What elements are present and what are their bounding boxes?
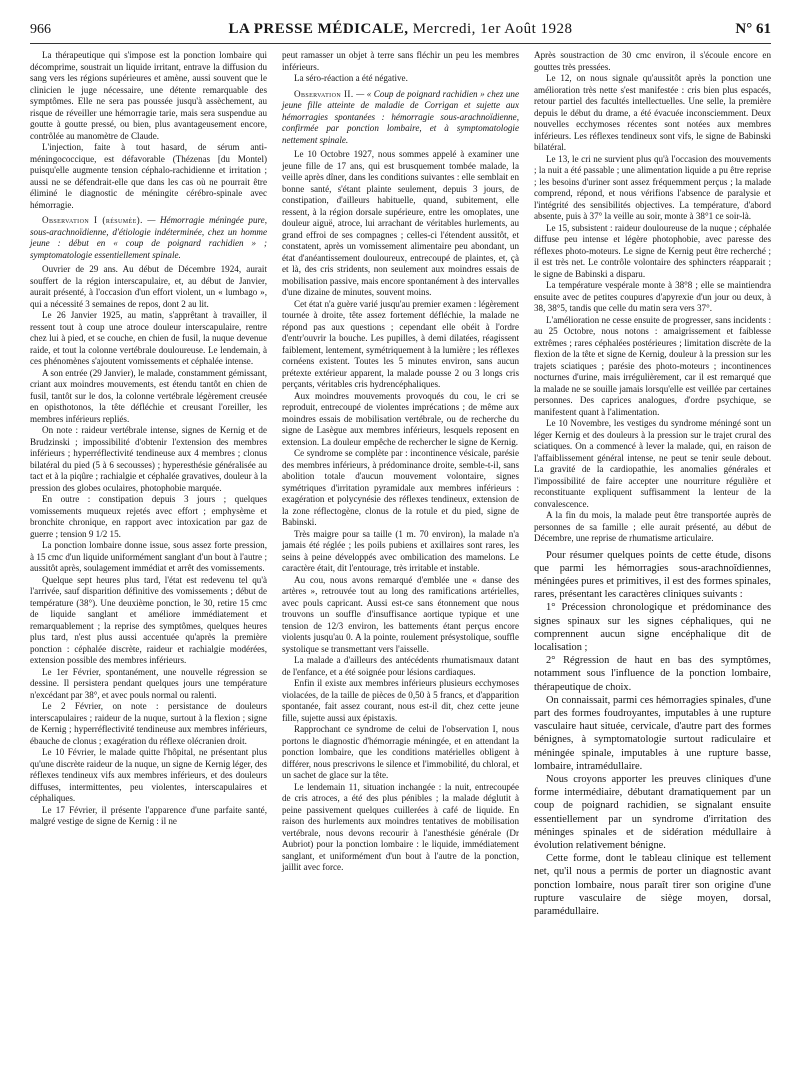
publication-name: LA PRESSE MÉDICALE, <box>228 21 409 37</box>
paragraph: Le 2 Février, on note : persistance de douleurs interscapulaires ; raideur de la nuque, surtout à la flexion ; signe de Kernig ; hyperréflectivité tendineuse aux membres inférieurs, ébauche de clonus ; exagération du réflexe olécranien droit. <box>30 701 267 746</box>
paragraph: L'injection, faite à tout hasard, de sérum anti-méningococcique, est défavorable (Thézenas [du Montel) puisqu'elle augmente tension céphalo-rachidienne et irritation ; aussi ne se défendrait-elle que dans les cas où ne pourrait être éliminé le diagnostic de méningite cérébro-spinale avec hémorragie. <box>30 142 267 210</box>
paragraph: Le 15, subsistent : raideur douloureuse de la nuque ; céphalée diffuse peu intense et légère photophobie, avec paresse des réflexes photo-moteurs. Le signe de Kernig peut être recherché ; il est très net. Le contrôle volontaire des sphincters réapparait ; le signe de Babinski a disparu. <box>534 222 771 279</box>
paragraph: La séro-réaction a été négative. <box>294 73 408 83</box>
paragraph: A la fin du mois, la malade peut être transportée auprès de personnes de sa famille ; elle aurait présenté, au début de Décembre, une reprise de rhumatisme articulaire. <box>534 510 771 543</box>
paragraph: Après soustraction de 30 cmc environ, il s'écoule encore en gouttes très pressées. <box>534 50 771 72</box>
page-number: 966 <box>30 22 51 37</box>
paragraph: La malade a d'ailleurs des antécédents rhumatismaux datant de l'enfance, et a été soignée pour lésions cardiaques. <box>282 655 519 677</box>
summary-paragraph: Cette forme, dont le tableau clinique est tellement net, qu'il nous a permis de porter un diagnostic avant ponction lombaire, nous paraît tirer son origine d'une rupture vasculaire de siège moyen, dorsal, paramédullaire. <box>534 853 771 917</box>
summary-paragraph: Pour résumer quelques points de cette étude, disons que parmi les hémorragies sous-arachnoïdiennes, méningées pures et primitives, il est des formes spinales, rares, présentant les caractères cliniques suivants : <box>534 549 771 601</box>
observation-heading <box>30 215 267 261</box>
column-middle <box>282 50 519 874</box>
summary-paragraph: On connaissait, parmi ces hémorragies spinales, d'une part des formes foudroyantes, imputables à une rupture vasculaire haut située, cervicale, d'autre part des formes bénignes, à symptomatologie surtout radiculaire et méningée spinale, imputables à une rupture basse, lombaire, intramédullaire. <box>534 694 771 772</box>
paragraph: peut ramasser un objet à terre sans fléchir un peu les membres inférieurs. <box>282 50 519 72</box>
paragraph: La ponction lombaire donne issue, sous assez forte pression, à 15 cmc d'un liquide uniformément sanglant d'un bout à l'autre ; aussitôt après, soulagement immédiat et arrêt des vomissements. <box>30 540 267 573</box>
summary-paragraph: Nous croyons apporter les preuves cliniques d'une forme intermédiaire, débutant dramatiquement par un coup de poignard rachidien, se signalant ensuite essentiellement par un syndrome d'irritation des méninges spinales et de sidération médullaire à évolution relativement bénigne. <box>534 773 771 851</box>
summary-paragraph: 1° Précession chronologique et prédominance des signes spinaux sur les signes céphaliques, qui ne comprennent aucun signe encéphalique dit de localisation ; <box>534 602 771 653</box>
paragraph: La thérapeutique qui s'impose est la ponction lombaire qui décomprime, soustrait un liquide irritant, entrave la diffusion du sang vers les régions supérieures et amène, aussi souvent que le clinicien le juge nécessaire, une détente remarquable des symptômes. Elle ne sera pas poussée jusqu'à assèchement, au risque de réveiller une hémorragie tarie, mais sera suspendue au goutte à goutte pressé, ou bien, plus avantageusement encore, contrôlée au manomètre de Claude. <box>30 50 267 141</box>
paragraph: Enfin il existe aux membres inférieurs plusieurs ecchymoses violacées, de la taille de pièces de 0,50 à 5 francs, et d'apparition spontanée, fait assez courant, nous est-il dit, chez cette jeune fille, sujette aussi aux épistaxis. <box>282 678 519 723</box>
paragraph: La température vespérale monte à 38°8 ; elle se maintiendra ensuite avec de petites coupures d'apyrexie d'un jour ou deux, à 38, 38°5, tandis que celle du matin sera vers 37°. <box>534 280 771 313</box>
observation-title: — Hémorragie méningée pure, sous-arachnoïdienne, d'étiologie indéterminée, chez un homme jeune : début en « coup de poignard rachidien » ; symptomatologie essentiellement spinale. <box>30 215 267 260</box>
paragraph: Le 26 Janvier 1925, au matin, s'apprêtant à travailler, il ressent tout à coup une atroce douleur interscapulaire, rentre chez lui à pied, et se couche, en chien de fusil, la nuque devenue raide, et tout la colonne vertébrale douloureuse. Le lendemain, à ces phénomènes s'ajoutent vomissements et céphalée intense. <box>30 310 267 366</box>
paragraph: Très maigre pour sa taille (1 m. 70 environ), la malade n'a jamais été réglée ; les poils pubiens et axillaires sont rares, les seins à peine développés avec ombilication des mamelons. Le caractère était, dit l'entourage, très irritable et instable. <box>282 528 519 573</box>
paragraph: Ouvrier de 29 ans. Au début de Décembre 1924, aurait souffert de la région interscapulaire, et, au début de Janvier, aurait présenté, à l'occasion d'un effort violent, un « lumbago », qui a nécessité 3 semaines de repos, dont 2 au lit. <box>30 264 267 309</box>
observation-title: — « Coup de poignard rachidien » chez une jeune fille atteinte de maladie de Corrigan et sujette aux hémorragies spontanées : hémorragie sous-arachnoïdienne, confirmée par ponction lombaire, et à symptomatologie nettement spinale. <box>282 88 519 145</box>
paragraph: Rapprochant ce syndrome de celui de l'observation I, nous portons le diagnostic d'hémorragie méningée, et en attendant la ponction lombaire, que les conditions matérielles obligent à différer, nous prescrivons le silence et l'immobilité, du chloral, et un sachet de glace sur la tête. <box>282 724 519 780</box>
paragraph: Le 1er Février, spontanément, une nouvelle régression se dessine. Il persistera pendant quelques jours une température n'excédant par 38°, et avec pouls normal ou ralenti. <box>30 666 267 700</box>
column-right <box>534 50 771 918</box>
paragraph: On note : raideur vertébrale intense, signes de Kernig et de Brudzinski ; impossibilité d'obtenir l'extension des membres inférieurs ; hyperréflectivité tendineuse aux 4 membres ; clonus bilatéral du pied (5 à 6 secousses) ; hyperesthésie généralisée au tact et à la piqûre ; rachialgie et céphalée gravatives, douleur à la pression des globes oculaires, photophobie marquée. <box>30 425 267 493</box>
header-rule <box>30 43 771 44</box>
paragraph: Le lendemain 11, situation inchangée : la nuit, entrecoupée de cris atroces, a été des plus pénibles ; la malade déglutit à peine passivement quelques cuillerées à café de liquide. En raison des hurlements aux moindres tentatives de mobilisation vertébrale, nous devons recourir à l'anesthésie générale (Dr Aubriot) pour la ponction lombaire : le liquide, immédiatement sanglant, et uniformément d'un bout à l'autre de la ponction, jaillit avec force. <box>282 781 519 872</box>
paragraph: Le 13, le cri ne survient plus qu'à l'occasion des mouvements ; la nuit a été passable ; une alimentation liquide a pu être reprise ; les besoins d'uriner sont assez fréquemment perçus ; la malade comprend, répond, et nous vérifions l'absence de paralysie et l'intégrité des sensibilités objectives. La température, d'abord absente, puis à 37° la veille au soir, monte à 38°1 ce soir-là. <box>534 153 771 221</box>
paragraph: L'amélioration ne cesse ensuite de progresser, sans incidents : au 25 Octobre, nous notons : amaigrissement et faiblesse extrêmes ; rares céphalées postérieures ; limitation discrète de la flexion de la tête et signe de Kernig, douleur à la pression sur les trajets sciatiques ; parésie des photo-moteurs ; incontinences nocturnes d'urine, mais irrégulièrement, car il est remarqué que la malade ne se souille jamais lorsqu'elle est veillée par certaines personnes. Des caprices analogues, d'ordre psychique, se manifestent quant à l'alimentation. <box>534 314 771 417</box>
observation-heading <box>282 89 519 147</box>
paragraph: Le 12, on nous signale qu'aussitôt après la ponction une amélioration très nette s'est manifestée : cris bien plus espacés, retour partiel des facultés intellectuelles. Une selle, la première depuis le début du drame, a été évacuée inconsciemment. Deux nouvelles ecchymoses récentes sont notées aux membres inférieurs. Les réflexes tendineux sont vifs, le signe de Babinski bilatéral. <box>534 73 771 152</box>
observation-label: Observation II. <box>294 88 354 99</box>
paragraph: Le 10 Février, le malade quitte l'hôpital, ne présentant plus qu'une discrète raideur de la nuque, un signe de Kernig léger, des réflexes tendineux vifs aux membres inférieurs, et des douleurs diffuses, intermittentes, peu violentes, interscapulaires et céphaliques. <box>30 747 267 803</box>
page-header <box>30 20 771 42</box>
paragraph: Le 17 Février, il présente l'apparence d'une parfaite santé, malgré vestige de signe de Kernig : il ne <box>30 804 267 826</box>
running-title <box>30 21 771 38</box>
paragraph: Le 10 Octobre 1927, nous sommes appelé à examiner une jeune fille de 17 ans, qui est brusquement tombée malade, la veille après dîner, dans les conditions suivantes : elle semblait en bonne santé, s'étant plainte seulement, depuis 3 jours, de constipation, d'ailleurs habituelle, quand, subitement, elle ressent, à la région dorsale supérieure, entre les omoplates, une douleur aiguë, atroce, lui arrachant de véritables hurlements, au grand effroi de ses compagnes ; celles-ci l'étendent aussitôt, et constatent, après un vomissement alimentaire peu abondant, un état d'anéantissement douloureux, entrecoupé de plaintes, et, çà et là, des cris stridents, non seulement aux moindres essais de mobilisation passive, mais encore spontanément à des intervalles d'une dizaine de minutes, souvent moins. <box>282 149 519 297</box>
summary-paragraph: 2° Régression de haut en bas des symptômes, notamment sous l'influence de la ponction lombaire, thérapeutique de choix. <box>534 655 771 693</box>
paragraph: A son entrée (29 Janvier), le malade, constamment gémissant, criant aux moindres mouvements, est étendu tantôt en chien de fusil, tantôt sur le dos, la colonne vertébrale légèrement creusée en opisthotonos, la tête défléchie et creusant l'oreiller, les membres inférieurs repliés. <box>30 367 268 424</box>
paragraph: Quelque sept heures plus tard, l'état est redevenu tel qu'à l'arrivée, sauf disparition définitive des vomissements ; début de température (38°). Une deuxième ponction, le 30, retire 15 cmc de liquide sanglant et améliore immédiatement et remarquablement ; la reprise des symptômes, quelques heures plus tard, n'est plus aussi accentuée qu'après la première ponction : céphalée discrète, raideur et rachialgie modérées, extension possible des membres inférieurs. <box>30 574 267 665</box>
column-left <box>30 50 267 828</box>
issue-number: N° 61 <box>735 21 771 37</box>
paragraph: Le 10 Novembre, les vestiges du syndrome méningé sont un léger Kernig et des douleurs à la pression sur le trajet crural des sciatiques. On a commencé à lever la malade, qui, en raison de l'affaiblissement général intense, ne peut se tenir seule debout. La gravité de la cardiopathie, les anomalies générales et l'impossibilité de faire accepter une nourriture régulière et reconstituante expliquent suffisamment la lenteur de la convalescence. <box>534 418 771 509</box>
paragraph: En outre : constipation depuis 3 jours ; quelques vomissements muqueux rejetés avec effort ; emphysème et bronchite chronique, en rapport avec intoxication par gaz de guerre ; tension 9 1/2 15. <box>30 494 267 539</box>
issue-date: Mercredi, 1er Août 1928 <box>412 21 573 37</box>
paragraph: Aux moindres mouvements provoqués du cou, le cri se reproduit, entrecoupé de violentes imprécations ; de même aux moindres essais de mobilisation vertébrale, ou de recherche du signe de Lasègue aux membres inférieurs, lesquels reposent en extension. La douleur empêche de rechercher le signe de Kernig. <box>282 390 519 447</box>
paragraph: Au cou, nous avons remarqué d'emblée une « danse des artères », retrouvée tout au long des ramifications artérielles, avec pouls capricant. Aussi est-ce sans étonnement que nous trouvons un souffle d'insuffisance aortique typique et une tension de 12/3 environ, les battements étant perçus encore violents jusqu'au 0. A la pointe, roulement présystolique, souffle systolique se transmettant vers l'aisselle. <box>282 574 519 654</box>
paragraph: Cet état n'a guère varié jusqu'au premier examen : légèrement tournée à droite, tête assez fortement défléchie, la malade ne répond pas aux questions ; cependant elle obéit à l'ordre d'entr'ouvrir la bouche. Les pupilles, à demi dilatées, réagissent faiblement, lentement, symétriquement à la lumière ; les réflexes cornéens existent. Toutes les 5 minutes environ, sans aucun prétexte extérieur apparent, la malade pousse 2 ou 3 longs cris perçants, véritables cris hydrencéphaliques. <box>282 298 519 389</box>
paragraph: Ce syndrome se complète par : incontinence vésicale, parésie des membres inférieurs, à prédominance droite, semble-t-il, sans abolition totale d'aucun mouvement volontaire, signes symétriques d'irritation pyramidale aux membres inférieurs : exagération et polycynésie des réflexes tendineux, extension de la zone réflectogène, clonus de la rotule et du pied, signe de Babinski. <box>282 448 519 527</box>
observation-label: Observation I (résumée). <box>42 215 143 225</box>
